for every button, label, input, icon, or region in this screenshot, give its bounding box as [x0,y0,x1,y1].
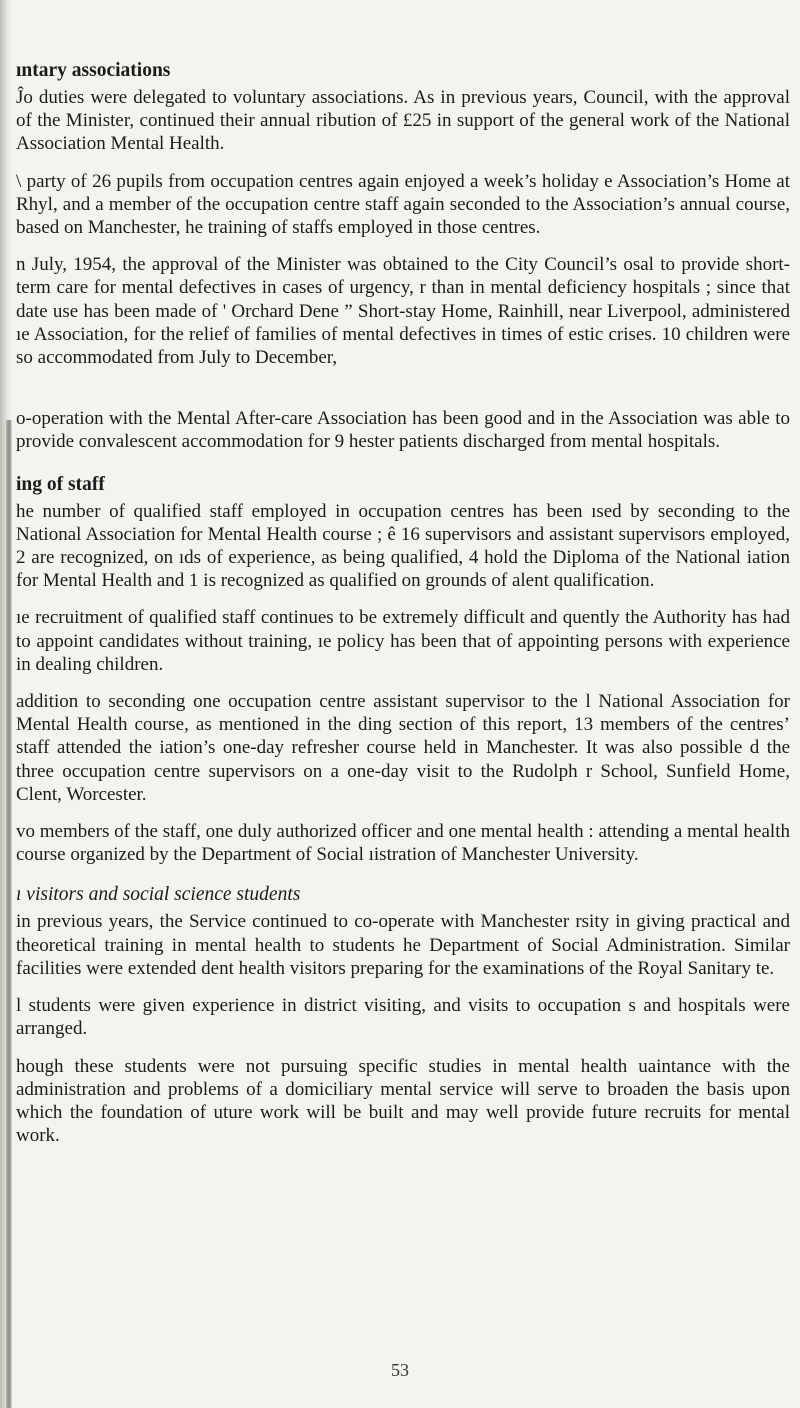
document-page [0,56,790,1147]
paragraph-after-care-association: o-operation with the Mental After-care Association has been good and in the Association was able to provide convalescent accommodation for 9 hester patients discharged from mental hospitals. [16,408,790,453]
paragraph-refresher-course: addition to seconding one occupation centre assistant supervisor to the l National Association for Mental Health course, as mentioned in the ding section of this report, 13 members of the centres’ staff attended the iation’s one-day refresher course held in Manchester. It was also possible d the three occupation centre supervisors on a one-day visit to the Rudolph r School, Sunfield Home, Clent, Worcester. [16,691,790,805]
paragraph-short-term-care: n July, 1954, the approval of the Minister was obtained to the City Council’s osal to provide short-term care for mental defectives in cases of urgency, r than in mental deficiency hospitals ; since that date use has been made of ' Orchard Dene ” Short-stay Home, Rainhill, near Liverpool, administered ıe Association, for the relief of families of mental defectives in times of estic crises. 10 children were so accommodated from July to December, [16,254,790,369]
paragraph-manchester-university: in previous years, the Service continued to co-operate with Manchester rsity in giving practical and theoretical training in mental health to students he Department of Social Administration. Similar facilities were extended dent health visitors preparing for the examinations of the Royal Sanitary te. [16,911,790,979]
heading-health-visitors-students: ı visitors and social science students [16,884,301,906]
paragraph-domiciliary-service: hough these students were not pursuing specific studies in mental health uaintance with the administration and problems of a domiciliary mental service will serve to broaden the basis upon which the foundation of uture work will be built and may well provide future recruits for mental work. [16,1055,790,1147]
heading-training-of-staff: ing of staff [16,473,105,495]
paragraph-qualified-staff: he number of qualified staff employed in occupation centres has been ısed by seconding to the National Association for Mental Health course ; ê 16 supervisors and assistant supervisors employed, 2 are recognized, on ıds of experience, as being qualified, 4 hold the Diploma of the National iation for Mental Health and 1 is recognized as qualified on grounds of alent qualification. [16,500,790,592]
paragraph-delegated-duties: Ĵo duties were delegated to voluntary associations. As in previous years, Council, with the approval of the Minister, continued their annual ribution of £25 in support of the general work of the National Association Mental Health. [16,87,790,155]
page-number: 53 [391,1360,409,1380]
paragraph-district-visiting: l students were given experience in district visiting, and visits to occupation s and hospitals were arranged. [16,995,790,1040]
paragraph-mental-health-course: vo members of the staff, one duly authorized officer and one mental health : attending a mental health course organized by the Department of Social ıistration of Manchester University. [16,821,790,866]
paragraph-recruitment: ıe recruitment of qualified staff continues to be extremely difficult and quently the Authority has had to appoint candidates without training, ıe policy has been that of appointing persons with experience in dealing children. [16,607,790,675]
heading-voluntary-associations: ıntary associations [16,60,171,81]
paragraph-holiday-rhyl: \ party of 26 pupils from occupation centres again enjoyed a week’s holiday e Association’s Home at Rhyl, and a member of the occupation centre staff again seconded to the Association’s annual course, based on Manchester, he training of staffs employed in those centres. [16,170,790,239]
